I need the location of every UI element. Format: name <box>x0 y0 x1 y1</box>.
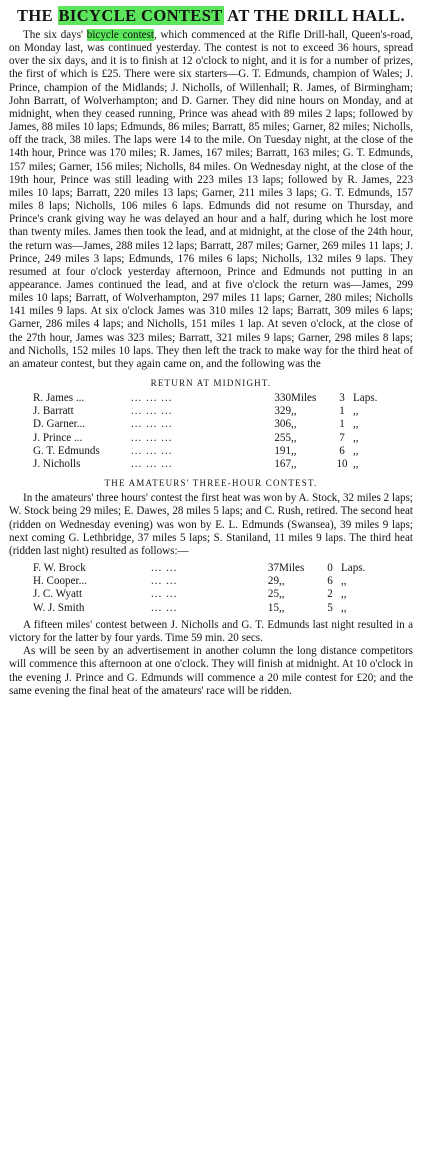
competitor-name: R. James ... <box>33 392 85 405</box>
competitor-name: J. Nicholls <box>33 458 81 471</box>
leader-dots: ... ... ... <box>131 418 173 431</box>
laps-unit: ,, <box>353 405 359 418</box>
competitor-name: J. C. Wyatt <box>33 588 83 601</box>
amateur-table <box>33 562 371 615</box>
table-row <box>33 445 383 458</box>
miles-value: 167 <box>274 458 291 471</box>
competitor-name: D. Garner... <box>33 418 86 431</box>
table-row <box>33 418 383 431</box>
leader-dots: ... ... ... <box>131 392 173 405</box>
laps-value: 10 <box>336 458 348 471</box>
leader-dots: ... ... ... <box>131 458 173 471</box>
return-table <box>33 392 383 471</box>
laps-value: 7 <box>339 431 345 444</box>
competitor-name: F. W. Brock <box>33 562 86 575</box>
article-paragraph-amateur: In the amateurs' three hours' contest the first heat was won by A. Stock, 32 miles 2 laps; W. Stock being 29 miles; E. Dawes, 28 miles 5 laps; and C. Rush, retired. The second heat (ridden on Wednesday evening) was won by E. L. Edmunds (Swansea), 39 miles 9 laps; next coming G. Lethbridge, 37 miles 5 laps; S. Staniland, 11 miles 9 laps. The third heat (ridden last night) resulted as follows:— <box>9 492 413 557</box>
miles-unit: ,, <box>291 458 297 471</box>
miles-value: 15 <box>267 601 279 614</box>
article-paragraph-fifteen-miles: A fifteen miles' contest between J. Nicholls and G. T. Edmunds last night resulted in a victory for the latter by four yards. Time 59 min. 20 secs. <box>9 618 413 645</box>
miles-unit: ,, <box>291 418 297 431</box>
competitor-name: W. J. Smith <box>33 601 85 614</box>
competitor-name: G. T. Edmunds <box>33 444 100 457</box>
paragraph-body: , which commenced at the Rifle Drill-hall, Queen's-road, on Monday last, was continued yesterday. The contest is not to exceed 36 hours, spread over the six days, and it is to finish at 12 o'clock to night, and it is for a number of prizes, the first of which is £25. There were six starters—G. T. Edmunds, champion of Wales; J. Prince, champion of the Midlands; J. Nicholls, of Willenhall; R. James, of Birmingham; John Barratt, of Wolverhampton; and D. Garner. They did nine hours on Monday, and at midnight, when they ceased running, Prince was ahead with 89 miles 2 laps; followed by James, 88 miles 10 laps; Edmunds, 86 miles; Barratt, 85 miles; Garner, 82 miles; Nicholls, off the track, 38 miles. The laps were 14 to the mile. On Tuesday night, at the close of the 14th hour, Prince was 170 miles; R. James, 167 miles; Barratt, 163 miles; G. T. Edmunds, 157 miles; Garner, 156 miles; Nicholls, 84 miles. On Wednesday night, at the close of the 19th hour, Prince was still leading with 223 miles 13 laps; followed by R. James, 223 miles 10 laps; Barratt, 220 miles 13 laps; Garner, 211 miles 3 laps; G. T. Edmunds, 157 miles 8 laps; Nicholls, 106 miles 6 laps. Edmunds did not resume on Thursday, and Prince's crank giving way he was delayed an hour and a half, during which he lost more than twenty miles. James then took the lead, and at midnight, at the close of the 24th hour, the return was—James, 288 miles 12 laps; Barratt, 287 miles; Garner, 269 miles 11 laps; J. Prince, 249 miles 3 laps; Edmunds, 176 miles 6 laps; Nicholls, 132 miles 9 laps. They resumed at four o'clock yesterday afternoon, Prince and Edmunds not putting in an appearance. James continued the lead, and at five o'clock the return was—James, 299 miles 10 laps; Barratt, of Wolverhampton, 297 miles 11 laps; Garner, 280 miles; Nicholls 141 miles 9 laps. At six o'clock James was 310 miles 12 laps; Barratt, 309 miles 6 laps; Garner, 286 miles 4 laps; and Nicholls, 151 miles 1 lap. At seven o'clock, at the close of the 27th hour, James was 323 miles; Barratt, 321 miles 9 laps; Garner, 298 miles 8 laps; and Nicholls, 152 miles 10 laps. They then left the track to make way for the third heat of an amateur contest, but they again came on, and the following was the <box>9 29 414 370</box>
laps-unit: ,, <box>353 418 359 431</box>
miles-value: 306 <box>274 418 291 431</box>
laps-unit: ,, <box>353 444 359 457</box>
miles-unit: ,, <box>279 588 285 601</box>
miles-unit: ,, <box>279 601 285 614</box>
miles-value: 25 <box>267 588 279 601</box>
headline-prefix: THE <box>16 6 58 25</box>
laps-value: 1 <box>339 405 345 418</box>
laps-value: 2 <box>327 588 333 601</box>
miles-unit: ,, <box>291 431 297 444</box>
paragraph-lead: The six days' <box>23 29 87 41</box>
leader-dots: ... ... ... <box>131 444 173 457</box>
laps-value: 5 <box>327 601 333 614</box>
miles-unit: ,, <box>291 444 297 457</box>
laps-value: 3 <box>339 392 345 405</box>
table-row <box>33 588 371 601</box>
table-row <box>33 392 383 405</box>
competitor-name: H. Cooper... <box>33 575 87 588</box>
return-heading: RETURN AT MIDNIGHT. <box>150 378 272 389</box>
headline-highlight: BICYCLE CONTEST <box>58 6 223 25</box>
laps-unit: Laps. <box>341 562 366 575</box>
laps-unit: ,, <box>353 431 359 444</box>
table-row <box>33 562 371 575</box>
laps-value: 0 <box>327 562 333 575</box>
table-row <box>33 602 371 615</box>
miles-value: 37 <box>267 562 279 575</box>
laps-value: 6 <box>339 444 345 457</box>
miles-value: 329 <box>274 405 291 418</box>
leader-dots: ... ... ... <box>131 405 173 418</box>
miles-value: 29 <box>267 575 279 588</box>
competitor-name: J. Prince ... <box>33 431 83 444</box>
laps-unit: Laps. <box>353 392 378 405</box>
miles-unit: ,, <box>291 405 297 418</box>
article-paragraph-advertisement: As will be seen by an advertisement in another column the long distance competitors will commence this afternoon at one o'clock. They will finish at midnight. At 10 o'clock in the evening J. Prince and G. Edmunds will commence a 20 mile contest for £20; and the same evening the final heat of the amateurs' race will be ridden. <box>9 645 413 697</box>
laps-unit: ,, <box>353 458 359 471</box>
miles-unit: Miles <box>279 562 305 575</box>
leader-dots: ... ... <box>151 601 178 614</box>
headline-suffix: AT THE DRILL HALL. <box>223 6 406 25</box>
table-row <box>33 458 383 471</box>
amateur-heading: THE AMATEURS' THREE-HOUR CONTEST. <box>104 478 318 489</box>
miles-value: 330 <box>274 392 291 405</box>
miles-value: 255 <box>274 431 291 444</box>
miles-unit: Miles <box>291 392 317 405</box>
laps-value: 6 <box>327 575 333 588</box>
paragraph-highlight: bicycle contest <box>86 29 155 41</box>
miles-value: 191 <box>274 444 291 457</box>
article-headline <box>9 6 413 25</box>
miles-unit: ,, <box>279 575 285 588</box>
laps-unit: ,, <box>341 575 347 588</box>
leader-dots: ... ... <box>151 575 178 588</box>
table-row <box>33 432 383 445</box>
table-row <box>33 575 371 588</box>
laps-unit: ,, <box>341 588 347 601</box>
leader-dots: ... ... ... <box>131 431 173 444</box>
laps-value: 1 <box>339 418 345 431</box>
competitor-name: J. Barratt <box>33 405 74 418</box>
article-paragraph-contest <box>9 29 413 371</box>
table-row <box>33 405 383 418</box>
laps-unit: ,, <box>341 601 347 614</box>
leader-dots: ... ... <box>151 562 178 575</box>
leader-dots: ... ... <box>151 588 178 601</box>
